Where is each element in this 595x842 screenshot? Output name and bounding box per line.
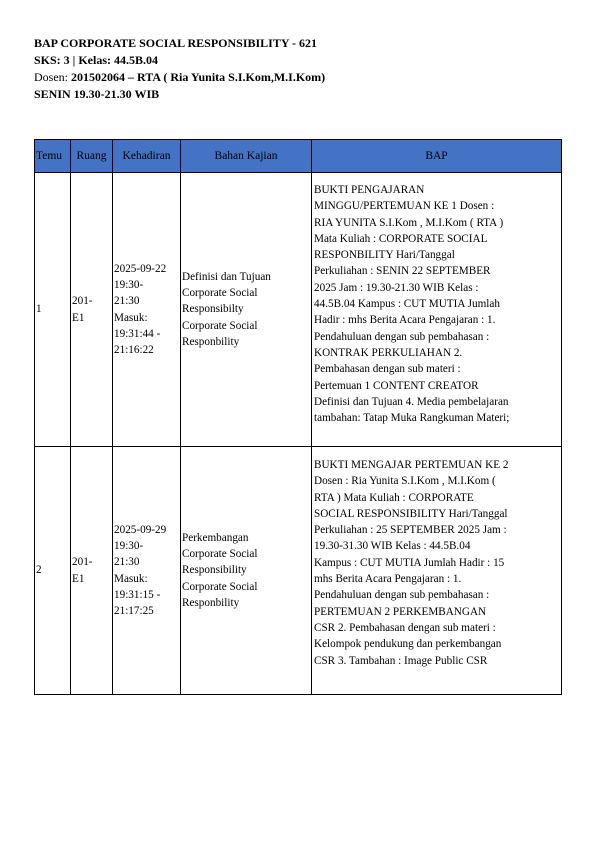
cell-bahan-kajian-line: Perkembangan [182,531,249,544]
cell-kehadiran-line: 19:30- [114,539,144,552]
cell-temu: 2 [35,447,71,695]
cell-kehadiran-line: 21:30 [114,556,140,569]
cell-ruang-line: E1 [72,572,85,585]
table-header-row [35,140,562,173]
cell-bap-line: PERTEMUAN 2 PERKEMBANGAN [314,605,487,618]
cell-kehadiran-line: 2025-09-29 [114,523,167,536]
lecturer-line [34,69,325,86]
cell-kehadiran [113,173,181,447]
cell-bap-line: tambahan: Tatap Muka Rangkuman Materi; [314,412,510,425]
sks-class-line: SKS: 3 | Kelas: 44.5B.04 [34,53,158,67]
header-temu: Temu [35,140,71,173]
cell-bap-line: 44.5B.04 Kampus : CUT MUTIA Jumlah [314,298,500,311]
cell-ruang-line: E1 [72,311,85,324]
cell-bap-line: SOCIAL RESPONSIBILITY Hari/Tanggal [314,507,508,520]
cell-bap-line: Pertemuan 1 CONTENT CREATOR [314,379,479,392]
cell-bahan-kajian-line: Responbility [182,596,240,609]
cell-bahan-kajian-line: Corporate Social [182,319,258,332]
cell-kehadiran [113,447,181,695]
header-bahan-kajian: Bahan Kajian [181,140,312,173]
cell-bap-line: RESPONBILITY Hari/Tanggal [314,249,455,262]
table-row [35,173,562,447]
cell-bahan-kajian [181,173,312,447]
lecturer-label: Dosen: [34,70,68,84]
cell-bap-line: Hadir : mhs Berita Acara Pengajaran : 1. [314,314,496,327]
bap-table [34,139,562,695]
cell-bahan-kajian-line: Responbility [182,335,240,348]
cell-bap-line: Mata Kuliah : CORPORATE SOCIAL [314,232,488,245]
cell-bahan-kajian-line: Corporate Social [182,287,258,300]
cell-kehadiran-line: 21:16:22 [114,344,154,357]
cell-bap-line: Kelompok pendukung dan perkembangan [314,638,502,651]
lecturer-value: 201502064 – RTA ( Ria Yunita S.I.Kom,M.I.Kom) [71,70,326,84]
cell-kehadiran-line: 19:31:15 - [114,588,161,601]
cell-bahan-kajian [181,447,312,695]
cell-bap-line: MINGGU/PERTEMUAN KE 1 Dosen : [314,200,495,213]
cell-ruang-line: 201- [72,556,93,569]
cell-kehadiran-line: 21:30 [114,295,140,308]
cell-bahan-kajian-line: Corporate Social [182,548,258,561]
document-header [34,35,325,103]
cell-bap-line: Dosen : Ria Yunita S.I.Kom , M.I.Kom ( [314,475,496,488]
cell-bap-line: 19.30-31.30 WIB Kelas : 44.5B.04 [314,540,471,553]
cell-kehadiran-line: Masuk: [114,311,148,324]
cell-bap-line: mhs Berita Acara Pengajaran : 1. [314,573,462,586]
cell-temu: 1 [35,173,71,447]
cell-bap-line: RTA ) Mata Kuliah : CORPORATE [314,491,474,504]
cell-bap-line: CSR 3. Tambahan : Image Public CSR [314,654,488,667]
cell-kehadiran-line: 19:31:44 - [114,327,161,340]
cell-bap-line: CSR 2. Pembahasan dengan sub materi : [314,621,496,634]
cell-bap-line: KONTRAK PERKULIAHAN 2. [314,346,463,359]
cell-kehadiran-line: 21:17:25 [114,605,154,618]
cell-bap-line: BUKTI MENGAJAR PERTEMUAN KE 2 [314,459,509,471]
cell-bap-line: Pendahuluan dengan sub pembahasan : [314,330,490,343]
cell-ruang [71,173,113,447]
cell-ruang [71,447,113,695]
cell-kehadiran-line: 19:30- [114,278,144,291]
cell-kehadiran-line: Masuk: [114,572,148,585]
header-bap: BAP [312,140,562,173]
cell-bap-line: BUKTI PENGAJARAN [314,184,425,196]
document-title: BAP CORPORATE SOCIAL RESPONSIBILITY - 621 [34,36,318,50]
cell-bap-line: Kampus : CUT MUTIA Jumlah Hadir : 15 [314,556,505,569]
table-row [35,447,562,695]
header-kehadiran: Kehadiran [113,140,181,173]
cell-bap-line: Perkuliahan : SENIN 22 SEPTEMBER [314,265,491,278]
header-ruang: Ruang [71,140,113,173]
cell-bahan-kajian-line: Responsibilty [182,303,244,316]
cell-bahan-kajian-line: Definisi dan Tujuan [182,270,271,283]
cell-bap-line: Definisi dan Tujuan 4. Media pembelajaran [314,395,509,408]
cell-bap-line: RIA YUNITA S.I.Kom , M.I.Kom ( RTA ) [314,216,504,229]
cell-ruang-line: 201- [72,295,93,308]
cell-bap-line: Pendahuluan dengan sub pembahasan : [314,589,490,602]
cell-bahan-kajian-line: Responsibility [182,564,247,577]
cell-bahan-kajian-line: Corporate Social [182,580,258,593]
cell-bap-line: Perkuliahan : 25 SEPTEMBER 2025 Jam : [314,524,507,537]
schedule-line: SENIN 19.30-21.30 WIB [34,87,160,101]
cell-bap-line: Pembahasan dengan sub materi : [314,363,461,376]
cell-kehadiran-line: 2025-09-22 [114,262,167,275]
cell-bap [312,447,562,695]
cell-bap [312,173,562,447]
cell-bap-line: 2025 Jam : 19.30-21.30 WIB Kelas : [314,281,479,294]
